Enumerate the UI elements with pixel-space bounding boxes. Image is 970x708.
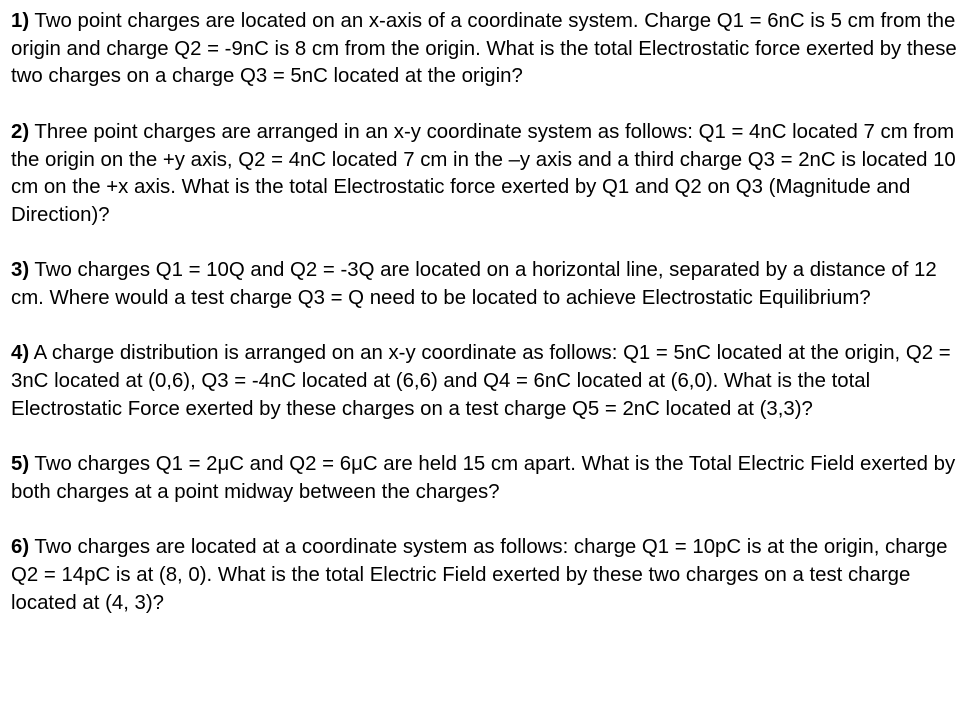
problem-6 xyxy=(11,534,961,617)
problem-text: Two charges Q1 = 2μC and Q2 = 6μC are held 15 cm apart. What is the Total Electric Field exerted by both charges at a point midway between the charges? xyxy=(11,453,956,503)
problem-4 xyxy=(11,340,961,423)
problem-number: 3) xyxy=(11,259,30,282)
problem-text: Two charges are located at a coordinate system as follows: charge Q1 = 10pC is at the origin, charge Q2 = 14pC is at (8, 0). What is the total Electric Field exerted by these two charges on a test charge located at (4, 3)? xyxy=(11,536,948,614)
problem-text: Three point charges are arranged in an x-y coordinate system as follows: Q1 = 4nC located 7 cm from the origin on the +y axis, Q2 = 4nC located 7 cm in the –y axis and a third charge Q3 = 2nC is located 10 cm on the +x axis. What is the total Electrostatic force exerted by Q1 and Q2 on Q3 (Magnitude and Direction)? xyxy=(11,120,956,226)
problem-number: 1) xyxy=(11,10,30,32)
problem-1 xyxy=(11,8,961,91)
problem-number: 5) xyxy=(11,453,30,476)
problem-5 xyxy=(11,451,961,506)
problem-number: 4) xyxy=(11,342,30,365)
problem-text: Two point charges are located on an x-axis of a coordinate system. Charge Q1 = 6nC is 5 cm from the origin and charge Q2 = -9nC is 8 cm from the origin. What is the total Electrostatic force exerted by these two charges on a charge Q3 = 5nC located at the origin? xyxy=(11,10,957,88)
problem-text: Two charges Q1 = 10Q and Q2 = -3Q are located on a horizontal line, separated by a distance of 12 cm. Where would a test charge Q3 = Q need to be located to achieve Electrostatic Equilibrium? xyxy=(11,259,937,309)
problem-text: A charge distribution is arranged on an x-y coordinate as follows: Q1 = 5nC located at the origin, Q2 = 3nC located at (0,6), Q3 = -4nC located at (6,6) and Q4 = 6nC located at (6,0). What is the total Electrostatic Force exerted by these charges on a test charge Q5 = 2nC located at (3,3)? xyxy=(11,342,951,420)
problem-sheet xyxy=(11,8,961,645)
problem-2 xyxy=(11,119,961,230)
problem-number: 2) xyxy=(11,120,30,143)
problem-number: 6) xyxy=(11,536,30,559)
problem-3 xyxy=(11,257,961,312)
